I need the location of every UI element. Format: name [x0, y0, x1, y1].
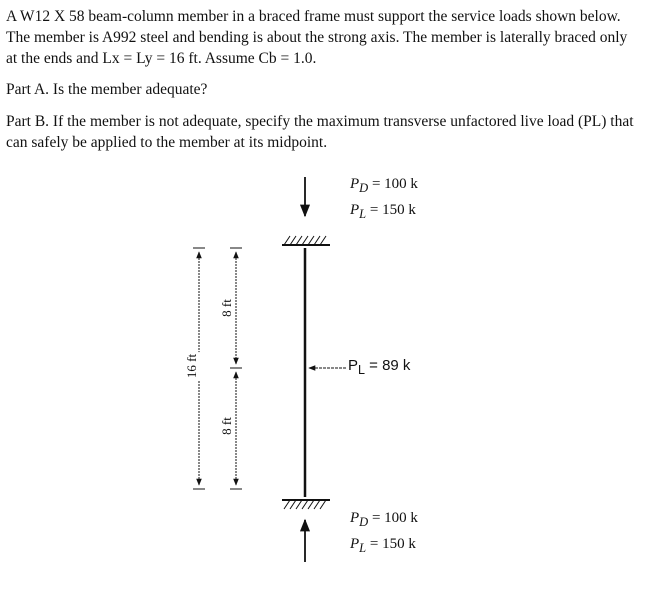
- bottom-live-load-label: $P_L = 150$ k: [350, 536, 416, 555]
- bottom-dead-load-label: $P_D = 100$ k: [350, 510, 418, 529]
- dimension-upper-8ft-label: 8 ft: [218, 299, 234, 317]
- top-support: [282, 236, 330, 245]
- part-b-question: Part B. If the member is not adequate, specify the maximum transverse unfactored live load (PL) that can safely be applied to the member at its midpoint.: [6, 113, 634, 151]
- top-live-load-label: $P_L = 150$ k: [350, 202, 416, 221]
- problem-statement: A W12 X 58 beam-column member in a braced frame must support the service loads shown below. The member is A992 steel and bending is about the strong axis. The member is laterally braced only at the ends and Lx = Ly = 16 ft. Assume Cb = 1.0.: [6, 8, 628, 67]
- midpoint-load-label: $P_L = 89$ k: [348, 357, 411, 377]
- top-dead-load-label: $P_D = 100$ k: [350, 176, 418, 195]
- part-a-question: Part A. Is the member adequate?: [6, 81, 208, 98]
- dimension-lower-8ft-label: 8 ft: [218, 417, 234, 435]
- bottom-support: [282, 500, 330, 509]
- dimension-16ft-label: 16 ft: [184, 353, 200, 379]
- dimension-8ft-pair: [230, 248, 242, 489]
